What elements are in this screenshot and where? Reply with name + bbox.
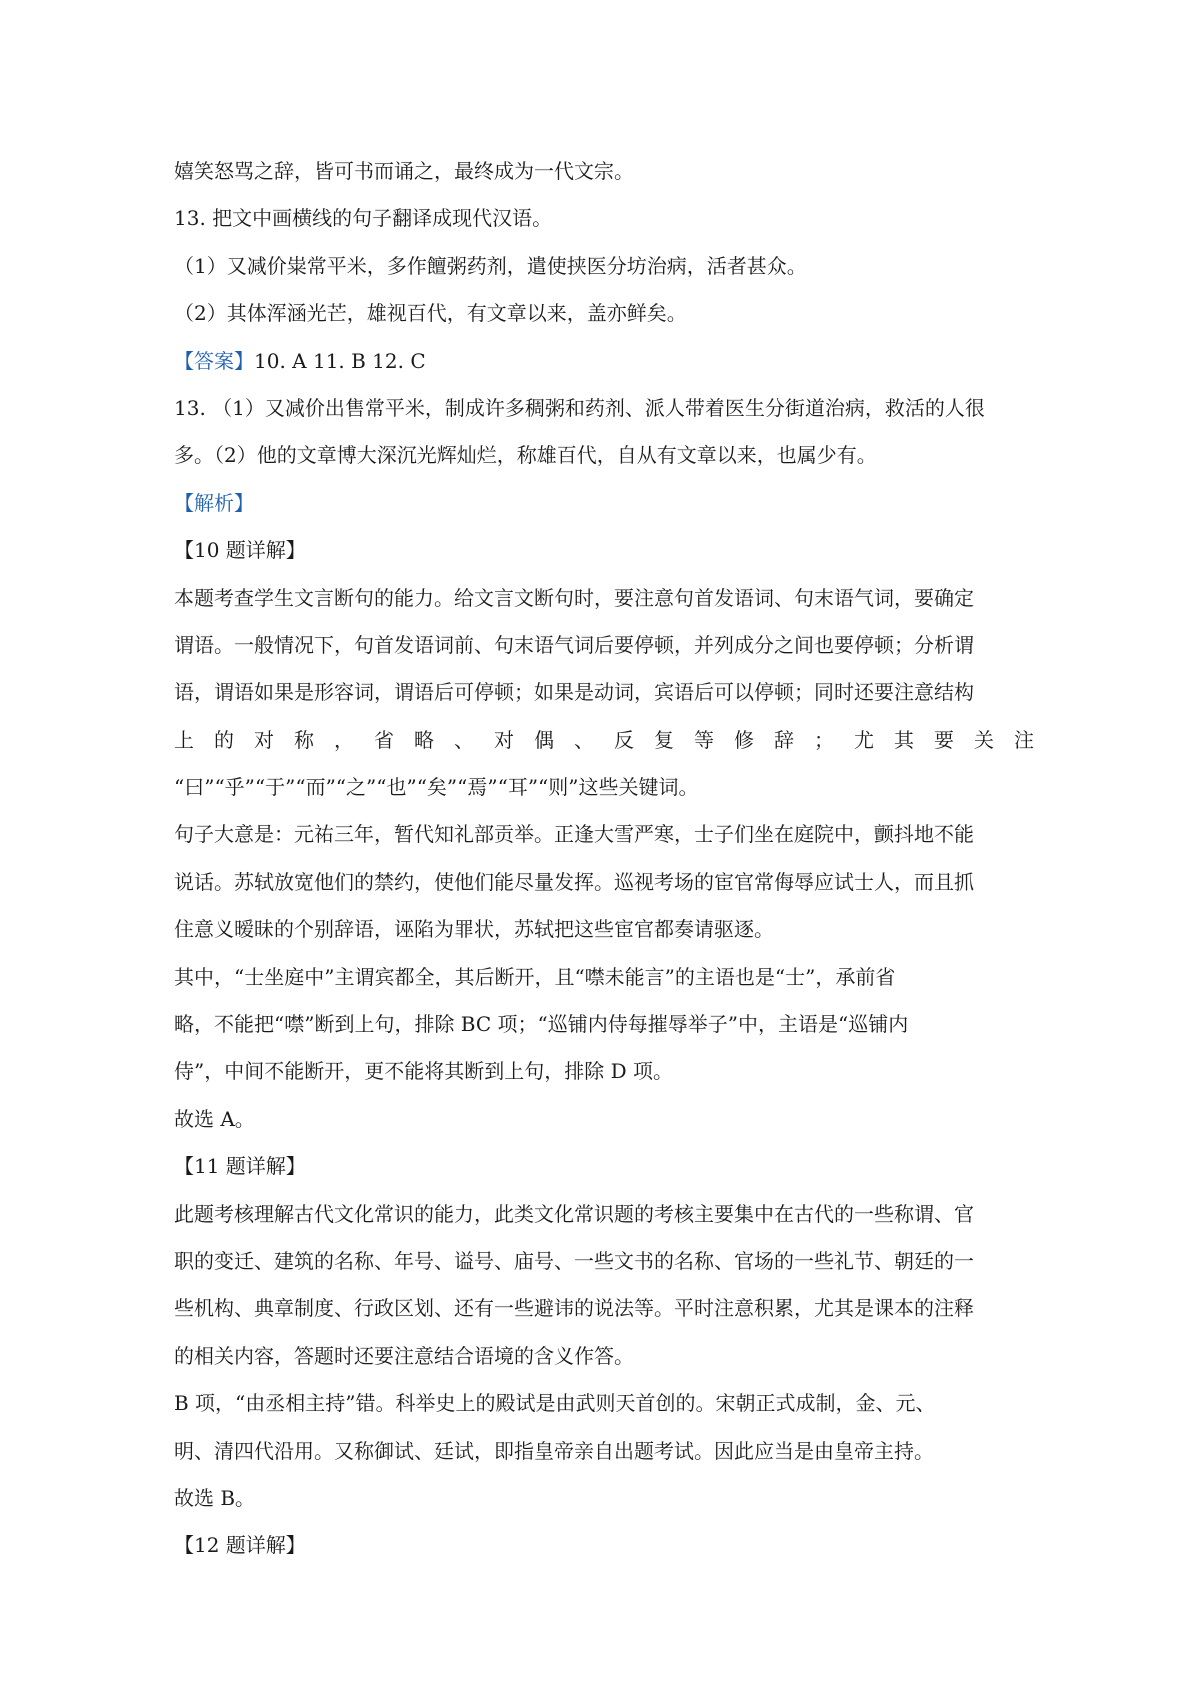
line-text: 【10 题详解】 — [174, 538, 306, 563]
text-line — [174, 1428, 1034, 1475]
text-line — [174, 859, 1034, 906]
line-text: 侍”，中间不能断开，更不能将其断到上句，排除 D 项。 — [174, 1059, 673, 1084]
text-line — [174, 1048, 1034, 1095]
line-text: 【11 题详解】 — [174, 1154, 306, 1179]
line-text: B 项，“由丞相主持”错。科举史上的殿试是由武则天首创的。宋朝正式成制，金、元、 — [174, 1391, 936, 1416]
question-13-sentence-2 — [174, 290, 1034, 337]
answer-13-line-2 — [174, 432, 1034, 479]
line-text: 说话。苏轼放宽他们的禁约，使他们能尽量发挥。巡视考场的宦官常侮辱应试士人，而且抓 — [174, 869, 974, 894]
line-text: 【12 题详解】 — [174, 1533, 306, 1558]
text-line — [174, 764, 1034, 811]
text-line — [174, 1475, 1034, 1522]
line-text: 故选 B。 — [174, 1485, 256, 1510]
answer-line — [174, 338, 1034, 385]
text-line — [174, 1333, 1034, 1380]
line-text: “曰”“乎”“于”“而”“之”“也”“矣”“焉”“耳”“则”这些关键词。 — [174, 775, 699, 800]
answer-values: 10. A 11. B 12. C — [254, 348, 426, 373]
line-text: 职的变迁、建筑的名称、年号、谥号、庙号、一些文书的名称、官场的一些礼节、朝廷的一 — [174, 1248, 974, 1273]
line-text: （2）其体浑涵光芒，雄视百代，有文章以来，盖亦鲜矣。 — [174, 301, 687, 326]
question-13-sentence-1 — [174, 243, 1034, 290]
text-line — [174, 1380, 1034, 1427]
analysis-line — [174, 480, 1034, 527]
line-text: 谓语。一般情况下，句首发语词前、句末语气词后要停顿，并列成分之间也要停顿；分析谓 — [174, 632, 974, 657]
section-heading-12 — [174, 1522, 1034, 1569]
line-text: 住意义暧昧的个别辞语，诬陷为罪状，苏轼把这些宦官都奏请驱逐。 — [174, 917, 774, 942]
answer-13-line-1 — [174, 385, 1034, 432]
question-13-heading — [174, 195, 1034, 242]
text-line — [174, 1191, 1034, 1238]
line-text: 明、清四代沿用。又称御试、廷试，即指皇帝亲自出题考试。因此应当是由皇帝主持。 — [174, 1438, 934, 1463]
section-heading-11 — [174, 1143, 1034, 1190]
line-text: 其中，“士坐庭中”主谓宾都全，其后断开，且“噤未能言”的主语也是“士”，承前省 — [174, 964, 896, 989]
text-line — [174, 906, 1034, 953]
text-line — [174, 954, 1034, 1001]
analysis-tag: 【解析】 — [174, 490, 254, 515]
line-text: 语，谓语如果是形容词，谓语后可停顿；如果是动词，宾语后可以停顿；同时还要注意结构 — [174, 680, 974, 705]
line-text: 嬉笑怒骂之辞，皆可书而诵之，最终成为一代文宗。 — [174, 159, 634, 183]
text-line-justified: 上的对称，省略、对偶、反复等修辞；尤其要关注 — [174, 727, 1034, 752]
line-text: 略，不能把“噤”断到上句，排除 BC 项；“巡铺内侍每摧辱举子”中，主语是“巡铺内 — [174, 1012, 909, 1037]
line-text: 些机构、典章制度、行政区划、还有一些避讳的说法等。平时注意积累，尤其是课本的注释 — [174, 1296, 974, 1321]
line-text: 故选 A。 — [174, 1106, 255, 1131]
text-line — [174, 1285, 1034, 1332]
text-line — [174, 148, 1034, 195]
line-text: 13. 把文中画横线的句子翻译成现代汉语。 — [174, 206, 553, 231]
text-line — [174, 1001, 1034, 1048]
text-line — [174, 811, 1034, 858]
line-text: 多。（2）他的文章博大深沉光辉灿烂，称雄百代，自从有文章以来，也属少有。 — [174, 443, 877, 468]
text-line — [174, 1096, 1034, 1143]
text-line — [174, 622, 1034, 669]
section-heading-10 — [174, 527, 1034, 574]
line-text: 此题考核理解古代文化常识的能力，此类文化常识题的考核主要集中在古代的一些称谓、官 — [174, 1201, 974, 1226]
document-body — [174, 148, 1034, 1570]
text-line — [174, 1238, 1034, 1285]
line-text: 13. （1）又减价出售常平米，制成许多稠粥和药剂、派人带着医生分街道治病，救活的人很 — [174, 395, 985, 420]
line-text: （1）又减价粜常平米，多作饘粥药剂，遣使挟医分坊治病，活者甚众。 — [174, 253, 807, 278]
text-line — [174, 669, 1034, 716]
line-text: 本题考查学生文言断句的能力。给文言文断句时，要注意句首发语词、句末语气词，要确定 — [174, 585, 974, 610]
line-text: 的相关内容，答题时还要注意结合语境的含义作答。 — [174, 1343, 634, 1368]
text-line — [174, 575, 1034, 622]
answer-tag: 【答案】 — [174, 348, 254, 373]
line-text: 句子大意是：元祐三年，暂代知礼部贡举。正逢大雪严寒，士子们坐在庭院中，颤抖地不能 — [174, 822, 974, 847]
